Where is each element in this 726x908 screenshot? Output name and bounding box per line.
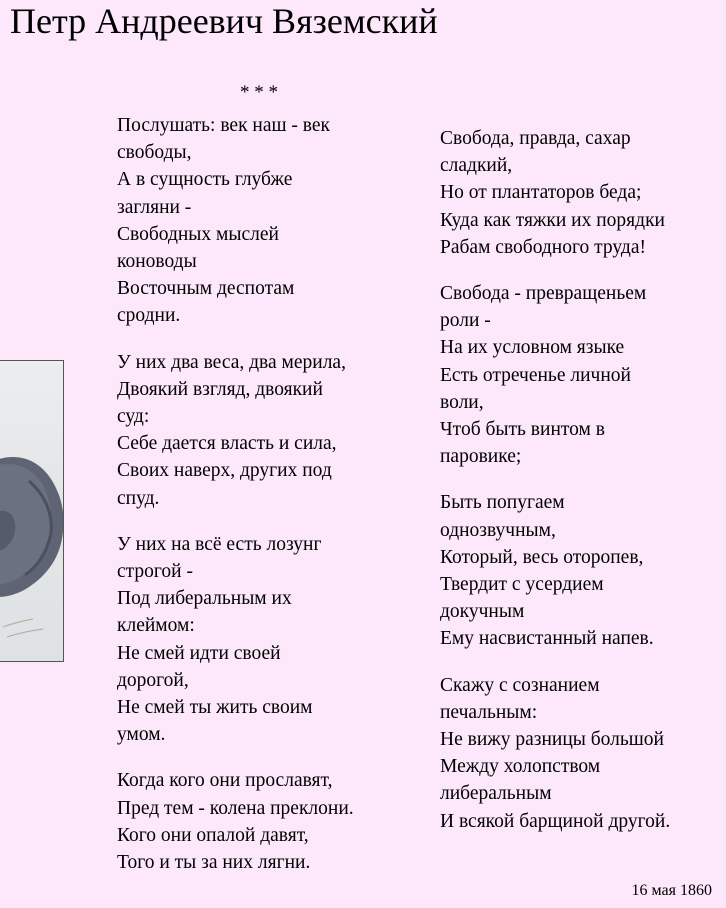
poem-stanza [440,280,725,470]
poem-line: Ему насвистанный напев. [440,628,654,650]
poem-line: Восточным деспотам [117,278,295,300]
poem-line: строгой - [117,561,193,583]
poem-line: Под либеральным их [117,588,292,610]
poem-line: Не вижу разницы большой [440,729,664,751]
poem-line: Послушать: век наш - век [117,115,330,136]
poem-line: однозвучным, [440,519,556,541]
poem-line: Есть отреченье личной [440,364,631,386]
poem-line: У них на всё есть лозунг [117,533,322,555]
poem-line: паровике; [440,446,522,468]
poem-line: Свобода - превращеньем [440,283,647,305]
poem-line: Не смей ты жить своим [117,697,313,719]
poem-left-column [117,112,417,895]
poem-stanza [117,767,417,876]
poem-line: суд: [117,406,150,428]
portrait-image [0,360,64,662]
poem-line: Когда кого они прославят, [117,770,333,792]
poem-stanza [440,125,725,261]
portrait-drawing-icon [0,361,64,662]
poem-line: либеральным [440,783,552,805]
poem-line: И всякой барщиной другой. [440,810,671,832]
poem-line: роли - [440,310,491,332]
poem-stanza [117,112,417,330]
poem-line: Пред тем - колена преклони. [117,797,354,819]
poem-line: свободы, [117,142,192,164]
poem-line: загляни - [117,196,192,218]
poem-line: клеймом: [117,615,195,637]
poem-line: коноводы [117,251,197,273]
poem-stanza [440,672,725,835]
poem-line: Который, весь оторопев, [440,546,644,568]
poem-line: печальным: [440,701,538,723]
poem-line: Скажу с сознанием [440,674,600,696]
poem-line: дорогой, [117,669,189,691]
poem-line: На их условном языке [440,337,625,359]
page-title: Петр Андреевич Вяземский [10,1,438,41]
poem-line: Твердит с усердием [440,574,604,596]
poem-line: Чтоб быть винтом в [440,419,605,441]
poem-line: Рабам свободного труда! [440,236,646,258]
poem-line: Того и ты за них лягни. [117,852,311,874]
poem-date: 16 мая 1860 [631,882,712,899]
poem-line: Двоякий взгляд, двоякий [117,378,323,400]
poem-line: Свободных мыслей [117,223,279,245]
poem-line: Себе дается власть и сила, [117,433,337,455]
poem-line: А в сущность глубже [117,169,293,191]
poem-line: Свобода, правда, сахар [440,128,631,149]
poem-line: Но от плантаторов беда; [440,182,642,204]
poem-line: Быть попугаем [440,492,565,514]
poem-line: воли, [440,391,484,413]
poem-line: сродни. [117,305,181,327]
poem-line: Не смей идти своей [117,642,281,664]
poem-line: спуд. [117,487,160,509]
poem-line: Кого они опалой давят, [117,824,309,846]
poem-stars: * * * [240,82,278,103]
poem-line: докучным [440,601,525,623]
poem-stanza [440,489,725,652]
poem-line: Куда как тяжки их порядки [440,209,665,231]
poem-line: Своих наверх, других под [117,460,332,482]
poem-right-column [440,125,725,854]
poem-stanza [117,349,417,512]
poem-line: У них два веса, два мерила, [117,351,346,373]
poem-stanza [117,531,417,749]
poem-line: сладкий, [440,155,513,177]
poem-line: умом. [117,724,166,746]
poem-line: Между холопством [440,756,601,778]
